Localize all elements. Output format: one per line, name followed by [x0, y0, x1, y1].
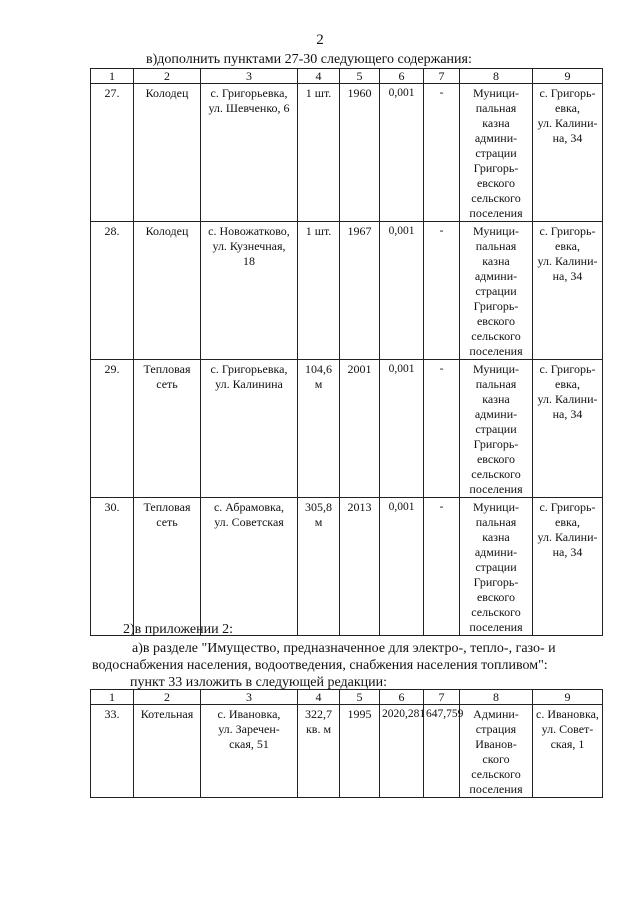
value-6-cell: 0,001: [380, 84, 424, 222]
column-number-cell: 6: [380, 69, 424, 84]
appendix-line: 2)в приложении 2:: [123, 622, 233, 637]
value-6-cell: 0,001: [380, 222, 424, 360]
column-number-cell: 8: [460, 690, 533, 705]
table-row: [91, 360, 603, 498]
value-6-cell: 0,001: [380, 498, 424, 636]
item-name-cell: Колодец: [134, 222, 201, 360]
item-name-cell: Тепловая сеть: [134, 360, 201, 498]
item-number-cell: 33.: [91, 705, 134, 798]
column-number-cell: 5: [340, 690, 380, 705]
column-number-cell: 9: [533, 690, 603, 705]
value-7-cell: -: [424, 498, 460, 636]
property-table-2: [90, 689, 603, 798]
item-name-cell: Тепловая сеть: [134, 498, 201, 636]
address-cell: с. Григорьевка, ул. Шевченко, 6: [201, 84, 298, 222]
value-7-cell: -: [424, 84, 460, 222]
column-number-cell: 9: [533, 69, 603, 84]
quantity-cell: 1 шт.: [298, 84, 340, 222]
item-name-cell: Котельная: [134, 705, 201, 798]
owner-cell: Админи- страция Иванов- ского сельского поселения: [460, 705, 533, 798]
year-cell: 2001: [340, 360, 380, 498]
quantity-cell: 322,7 кв. м: [298, 705, 340, 798]
table-row: [91, 498, 603, 636]
page-number: 2: [316, 32, 324, 48]
column-number-cell: 7: [424, 69, 460, 84]
year-cell: 1967: [340, 222, 380, 360]
quantity-cell: 104,6 м: [298, 360, 340, 498]
column-number-cell: 3: [201, 69, 298, 84]
owner-cell: Муници- пальная казна админи- страции Григорь- евского сельского поселения: [460, 498, 533, 636]
location-cell: с. Григорь- евка, ул. Калини- на, 34: [533, 498, 603, 636]
value-7-cell: -: [424, 360, 460, 498]
column-number-cell: 1: [91, 690, 134, 705]
column-number-cell: 4: [298, 690, 340, 705]
column-number-cell: 4: [298, 69, 340, 84]
item-number-cell: 27.: [91, 84, 134, 222]
table-header-row: [91, 690, 603, 705]
column-number-cell: 3: [201, 690, 298, 705]
column-number-cell: 1: [91, 69, 134, 84]
table-header-row: [91, 69, 603, 84]
location-cell: с. Григорь- евка, ул. Калини- на, 34: [533, 222, 603, 360]
column-number-cell: 5: [340, 69, 380, 84]
column-number-cell: 8: [460, 69, 533, 84]
property-table-1: [90, 68, 603, 636]
location-cell: с. Ивановка, ул. Совет- ская, 1: [533, 705, 603, 798]
address-cell: с. Новожатково, ул. Кузнечная, 18: [201, 222, 298, 360]
item-name-cell: Колодец: [134, 84, 201, 222]
column-number-cell: 6: [380, 690, 424, 705]
item-number-cell: 28.: [91, 222, 134, 360]
table-row: [91, 222, 603, 360]
quantity-cell: 1 шт.: [298, 222, 340, 360]
table-row: [91, 705, 603, 798]
location-cell: с. Григорь- евка, ул. Калини- на, 34: [533, 84, 603, 222]
column-number-cell: 2: [134, 69, 201, 84]
location-cell: с. Григорь- евка, ул. Калини- на, 34: [533, 360, 603, 498]
owner-cell: Муници- пальная казна админи- страции Григорь- евского сельского поселения: [460, 360, 533, 498]
point33-line: пункт 33 изложить в следующей редакции:: [130, 675, 387, 690]
value-7-cell: 647,759: [424, 705, 460, 798]
section-line-2: водоснабжения населения, водоотведения, снабжения населения топливом":: [92, 658, 548, 673]
owner-cell: Муници- пальная казна админи- страции Григорь- евского сельского поселения: [460, 84, 533, 222]
address-cell: с. Абрамовка, ул. Советская: [201, 498, 298, 636]
year-cell: 2013: [340, 498, 380, 636]
year-cell: 1995: [340, 705, 380, 798]
address-cell: с. Ивановка, ул. Заречен- ская, 51: [201, 705, 298, 798]
owner-cell: Муници- пальная казна админи- страции Григорь- евского сельского поселения: [460, 222, 533, 360]
value-7-cell: -: [424, 222, 460, 360]
section-line-1: а)в разделе "Имущество, предназначенное для электро-, тепло-, газо- и: [132, 641, 556, 656]
value-6-cell: 2020,281: [380, 705, 424, 798]
value-6-cell: 0,001: [380, 360, 424, 498]
table-row: [91, 84, 603, 222]
column-number-cell: 7: [424, 690, 460, 705]
quantity-cell: 305,8 м: [298, 498, 340, 636]
item-number-cell: 30.: [91, 498, 134, 636]
address-cell: с. Григорьевка, ул. Калинина: [201, 360, 298, 498]
item-number-cell: 29.: [91, 360, 134, 498]
intro-line: в)дополнить пунктами 27-30 следующего содержания:: [146, 52, 472, 67]
year-cell: 1960: [340, 84, 380, 222]
column-number-cell: 2: [134, 690, 201, 705]
